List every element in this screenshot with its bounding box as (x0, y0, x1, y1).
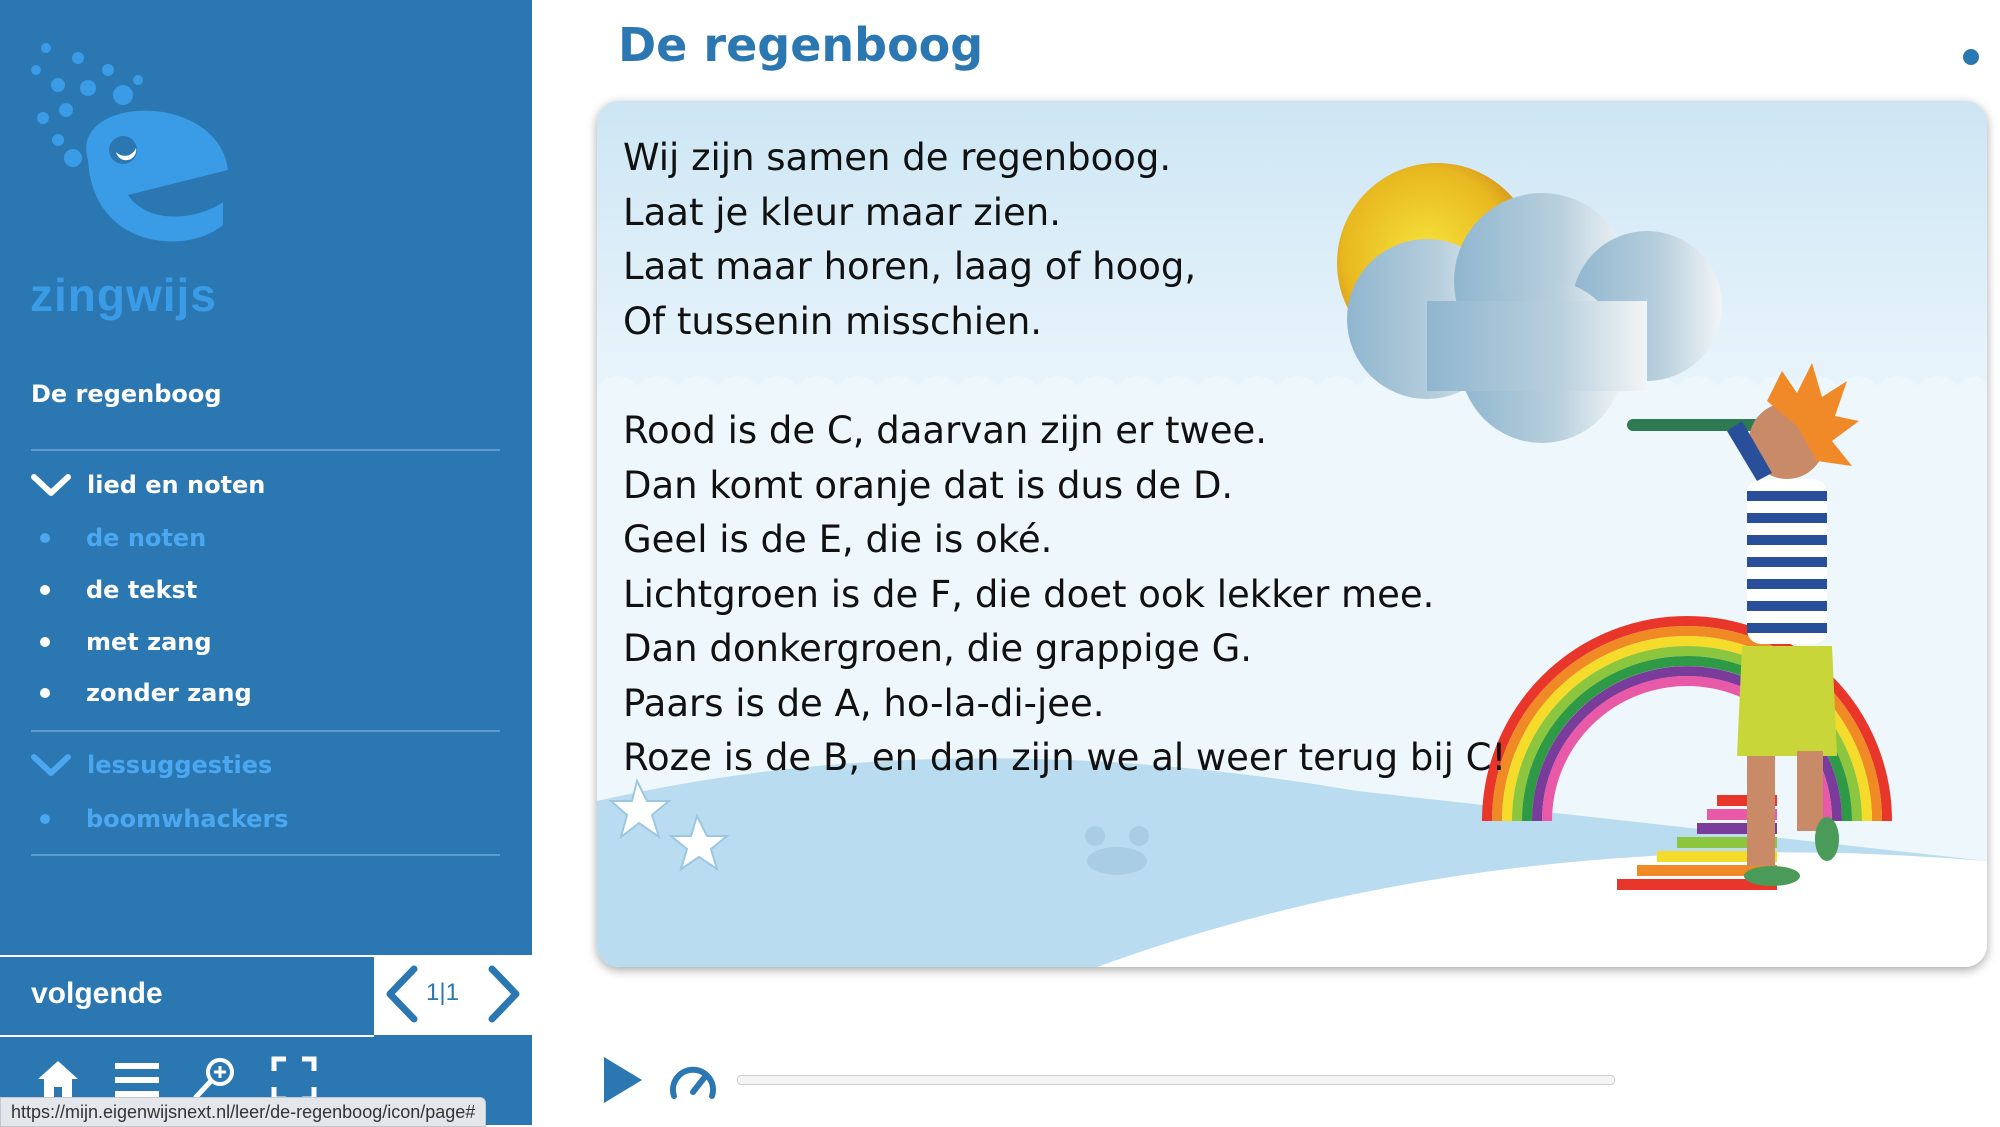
bullet-icon (40, 814, 50, 824)
lyric-line: Laat maar horen, laag of hoog, (623, 245, 1197, 288)
logo-text: zingwijs (30, 269, 217, 321)
lyric-line: Wij zijn samen de regenboog. (623, 136, 1172, 179)
lyric-line: Lichtgroen is de F, die doet ook lekker mee. (623, 572, 1435, 616)
status-url: https://mijn.eigenwijsnext.nl/leer/de-regenboog/icon/page# (0, 1097, 486, 1127)
chevron-left-icon[interactable] (384, 965, 420, 1023)
item-label: boomwhackers (86, 805, 289, 833)
lyric-line: Laat je kleur maar zien. (623, 190, 1061, 234)
audio-progress-bar[interactable] (737, 1075, 1615, 1085)
chevron-down-icon (31, 473, 71, 497)
play-icon[interactable] (600, 1055, 644, 1105)
stanza-gap (623, 349, 1506, 404)
section-lessuggesties[interactable] (31, 745, 272, 785)
section-label: lessuggesties (87, 751, 273, 779)
sidebar-item-de-noten[interactable] (40, 523, 206, 553)
zingwijs-logo[interactable] (28, 40, 248, 260)
section-lied-en-noten[interactable] (31, 465, 265, 505)
menu-icon[interactable] (113, 1055, 161, 1103)
divider (31, 449, 500, 451)
sidebar-item-zonder-zang[interactable] (40, 678, 252, 708)
home-icon[interactable] (34, 1055, 82, 1103)
lyric-line: Of tussenin misschien. (623, 299, 1043, 343)
pager (374, 955, 532, 1035)
sidebar-item-boomwhackers[interactable] (40, 804, 289, 834)
divider (31, 854, 500, 856)
chevron-down-icon (31, 753, 71, 777)
page-indicator: 1|1 (426, 979, 459, 1006)
lyrics-card (597, 101, 1987, 967)
bullet-icon (40, 637, 50, 647)
page-title: De regenboog (618, 18, 984, 72)
speed-icon[interactable] (668, 1062, 718, 1102)
zoom-icon[interactable] (190, 1055, 238, 1103)
section-label: lied en noten (87, 471, 266, 499)
divider (31, 730, 500, 732)
item-label: de noten (86, 524, 207, 552)
item-label: de tekst (86, 576, 198, 604)
sidebar-item-de-tekst[interactable] (40, 575, 197, 605)
lyric-line: Dan donkergroen, die grappige G. (623, 627, 1252, 670)
chevron-right-icon[interactable] (486, 965, 522, 1023)
bullet-icon (40, 688, 50, 698)
lyric-line: Rood is de C, daarvan zijn er twee. (623, 409, 1268, 452)
item-label: zonder zang (86, 679, 252, 707)
lyrics-text (623, 131, 1506, 786)
lyric-line: Dan komt oranje dat is dus de D. (623, 463, 1234, 507)
bullet-icon (40, 533, 50, 543)
lyric-line: Paars is de A, ho-la-di-jee. (623, 681, 1105, 725)
next-button[interactable] (0, 955, 374, 1037)
bullet-icon (40, 585, 50, 595)
lyric-line: Geel is de E, die is oké. (623, 518, 1053, 561)
sidebar-item-met-zang[interactable] (40, 627, 212, 657)
lyric-line: Roze is de B, en dan zijn we al weer terug bij C! (623, 736, 1507, 779)
item-label: met zang (86, 628, 212, 656)
song-title[interactable]: De regenboog (31, 380, 222, 408)
next-label: volgende (31, 977, 163, 1010)
status-dot-icon (1963, 49, 1979, 65)
fullscreen-icon[interactable] (270, 1055, 318, 1103)
